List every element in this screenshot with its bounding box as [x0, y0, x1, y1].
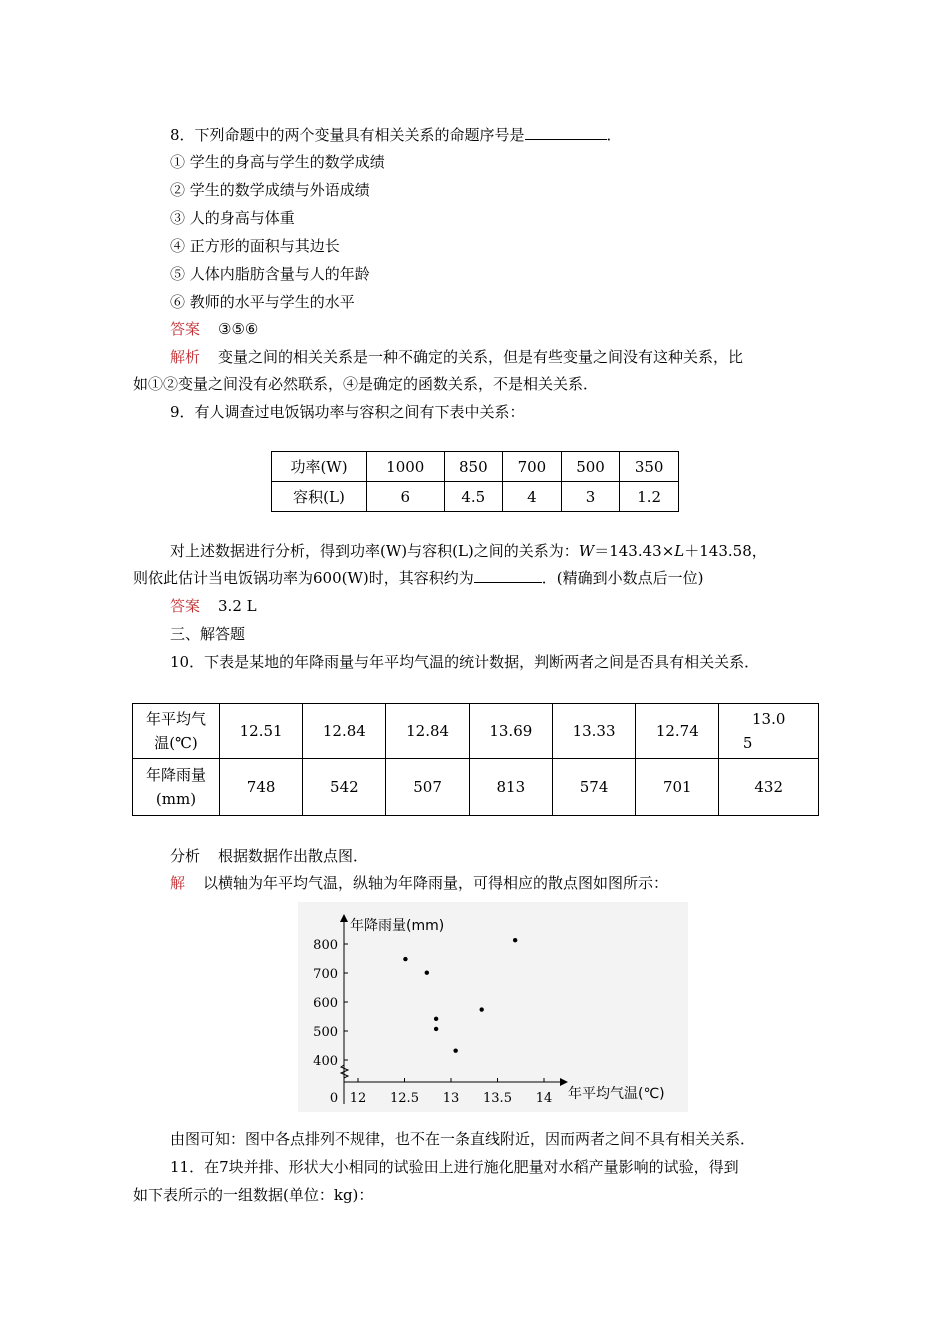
data-point [513, 938, 517, 942]
table-cell: 542 [303, 759, 386, 816]
q9-answer [170, 596, 257, 616]
table-header-cell: 年降雨量 (mm) [133, 759, 220, 816]
x-tick-label: 13.5 [483, 1091, 512, 1106]
table-cell: 12.74 [636, 704, 719, 759]
q10-analysis: 分析 根据数据作出散点图． [170, 847, 369, 865]
analysis-label: 解析 [170, 348, 201, 366]
data-point [403, 957, 407, 961]
table-header-cell: 容积(L) [272, 482, 367, 512]
y-tick-label: 400 [313, 1054, 338, 1069]
table-cell: 1000 [367, 452, 445, 482]
data-point [479, 1007, 483, 1011]
x-origin-label: 0 [329, 1091, 339, 1106]
q9-table [271, 451, 679, 512]
table-cell: 432 [719, 759, 819, 816]
y-tick-label: 500 [313, 1025, 338, 1040]
answer-value: 3.2 L [218, 597, 257, 615]
q10-table [132, 703, 819, 816]
q8-option-4: ④ 正方形的面积与其边长 [170, 237, 340, 255]
table-cell: 4 [503, 482, 562, 512]
table-cell: 6 [367, 482, 445, 512]
table-cell: 700 [503, 452, 562, 482]
x-tick-label: 13 [442, 1091, 460, 1106]
x-axis-label: 年平均气温(℃) [568, 1086, 665, 1102]
table-cell: 701 [636, 759, 719, 816]
table-header-cell: 年平均气 温(℃) [133, 704, 220, 759]
answer-value: ③⑤⑥ [218, 320, 259, 338]
x-tick-label: 12 [349, 1091, 367, 1106]
q8-option-2: ② 学生的数学成绩与外语成绩 [170, 181, 370, 199]
answer-label: 答案 [170, 597, 201, 615]
q8-analysis: 解析 变量之间的相关关系是一种不确定的关系，但是有些变量之间没有这种关系，比 [170, 348, 744, 366]
table-cell: 350 [620, 452, 679, 482]
q8-analysis-cont: 如①②变量之间没有必然联系，④是确定的函数关系，不是相关关系． [133, 375, 599, 393]
table-cell: 1.2 [620, 482, 679, 512]
y-tick-label: 600 [313, 996, 338, 1011]
y-tick-label: 800 [313, 938, 338, 953]
q11-stem: 11．在7块并排、形状大小相同的试验田上进行施化肥量对水稻产量影响的试验，得到 [170, 1158, 739, 1176]
section-heading: 三、解答题 [170, 625, 246, 643]
table-cell: 507 [386, 759, 469, 816]
q8-option-3: ③ 人的身高与体重 [170, 209, 295, 227]
q10-conclusion: 由图可知：图中各点排列不规律，也不在一条直线附近，因而两者之间不具有相关关系． [170, 1130, 756, 1148]
table-cell: 574 [552, 759, 635, 816]
data-point [425, 971, 429, 975]
q10-stem: 10．下表是某地的年降雨量与年平均气温的统计数据，判断两者之间是否具有相关关系． [170, 653, 760, 671]
data-point [434, 1027, 438, 1031]
x-tick-label: 12.5 [390, 1091, 419, 1106]
q9-text-1: 对上述数据进行分析，得到功率(W)与容积(L)之间的关系为：W＝143.43×L＋143.58， [170, 542, 767, 560]
table-cell: 12.84 [303, 704, 386, 759]
y-tick-label: 700 [313, 967, 338, 982]
q11-stem-cont: 如下表所示的一组数据(单位：kg)： [133, 1186, 374, 1204]
q8-stem: 8．下列命题中的两个变量具有相关关系的命题序号是 ． [170, 126, 622, 144]
q8-option-5: ⑤ 人体内脂肪含量与人的年龄 [170, 265, 370, 283]
q8-option-1: ① 学生的身高与学生的数学成绩 [170, 153, 385, 171]
table-cell: 850 [444, 452, 503, 482]
table-cell: 12.51 [220, 704, 303, 759]
table-cell: 3 [561, 482, 620, 512]
table-cell: 748 [220, 759, 303, 816]
x-tick-label: 14 [535, 1091, 553, 1106]
q8-answer [170, 319, 258, 339]
table-cell: 12.84 [386, 704, 469, 759]
data-point [453, 1049, 457, 1053]
data-point [434, 1017, 438, 1021]
q10-solution: 解 以横轴为年平均气温，纵轴为年降雨量，可得相应的散点图如图所示： [170, 874, 669, 892]
q9-text-2: 则依此估计当电饭锅功率为600(W)时，其容积约为 ．(精确到小数点后一位) [133, 569, 704, 587]
table-cell: 13.0 5 [719, 704, 819, 759]
answer-label: 答案 [170, 320, 201, 338]
answer-blank [525, 125, 607, 140]
q9-stem: 9．有人调查过电饭锅功率与容积之间有下表中关系： [170, 403, 525, 421]
table-header-cell: 功率(W) [272, 452, 367, 482]
solution-label: 解 [170, 874, 186, 892]
table-cell: 813 [469, 759, 552, 816]
answer-blank [474, 568, 542, 583]
scatter-chart [298, 902, 688, 1112]
y-axis-label: 年降雨量(mm) [350, 918, 445, 934]
analysis-label: 分析 [170, 847, 201, 865]
table-cell: 500 [561, 452, 620, 482]
q8-option-6: ⑥ 教师的水平与学生的水平 [170, 293, 355, 311]
table-cell: 13.33 [552, 704, 635, 759]
table-cell: 4.5 [444, 482, 503, 512]
table-cell: 13.69 [469, 704, 552, 759]
